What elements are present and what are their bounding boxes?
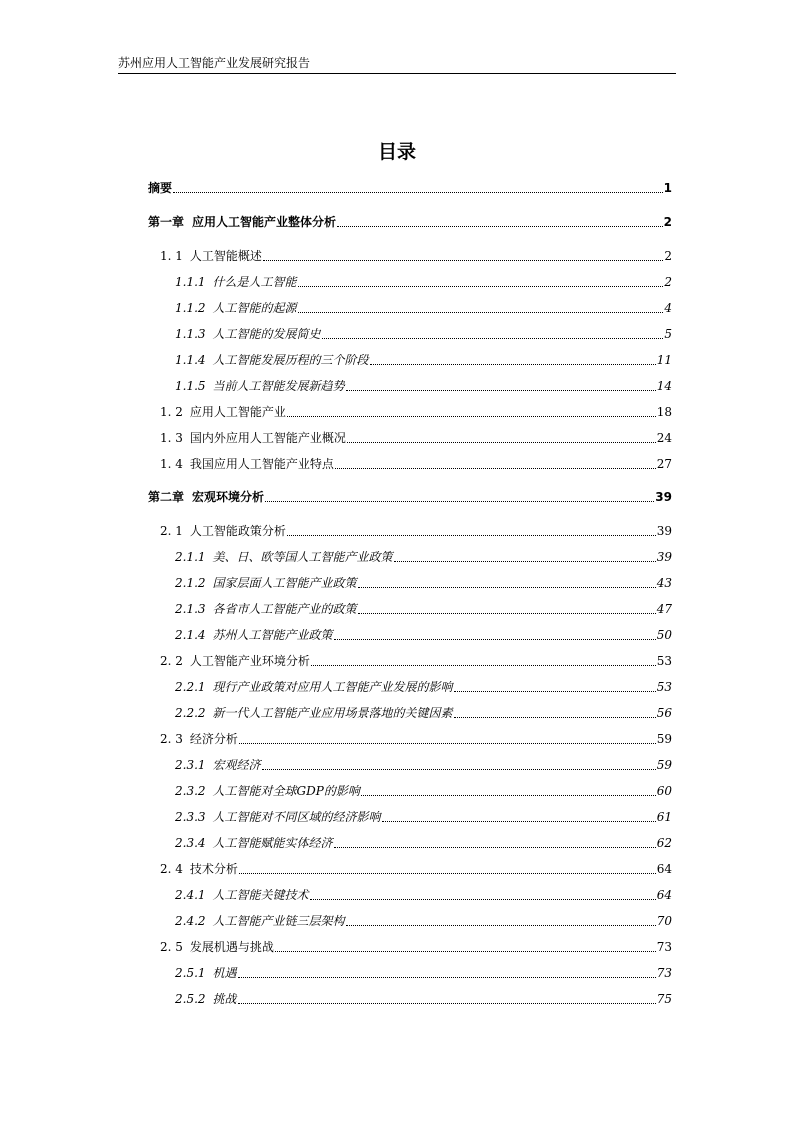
toc-entry-page: 39 [655,490,672,504]
toc-entry[interactable] [160,246,672,264]
toc-entry[interactable] [175,547,672,565]
toc-entry[interactable] [175,599,672,617]
toc-entry[interactable] [175,963,672,981]
toc-entry-title: 发展机遇与挑战 [189,940,274,954]
toc-entry-title: 人工智能产业环境分析 [189,654,310,668]
toc-dot-leader [287,416,656,417]
toc-entry-page: 59 [656,758,672,772]
toc-entry-page: 50 [656,628,672,642]
toc-entry-number: 2.5.2 [175,992,206,1006]
toc-entry[interactable] [175,350,672,368]
toc-entry-number: 2.2.1 [175,680,206,694]
toc-dot-leader [239,873,656,874]
toc-dot-leader [382,821,656,822]
toc-entry-title: 各省市人工智能产业的政策 [212,602,357,616]
toc-dot-leader [238,977,656,978]
toc-dot-leader [322,338,664,339]
toc-dot-leader [238,1003,656,1004]
toc-dot-leader [239,743,656,744]
toc-entry-number: 1.1.3 [175,327,206,341]
toc-entry-number: 1.1.5 [175,379,206,393]
toc-dot-leader [310,899,656,900]
toc-entry[interactable] [175,911,672,929]
toc-entry[interactable] [175,755,672,773]
toc-dot-leader [346,925,656,926]
toc-dot-leader [334,639,656,640]
toc-entry-page: 2 [663,215,672,229]
toc-dot-leader [370,364,656,365]
toc-dot-leader [358,587,656,588]
toc-entry-page: 47 [656,602,672,616]
toc-entry-title: 什么是人工智能 [212,275,297,289]
toc-dot-leader [337,226,663,227]
toc-entry-page: 59 [656,732,672,746]
toc-entry-title: 人工智能赋能实体经济 [212,836,333,850]
toc-entry-page: 2 [664,249,672,263]
toc-entry-number: 2.3.2 [175,784,206,798]
toc-entry-page: 75 [656,992,672,1006]
toc-entry-title: 国内外应用人工智能产业概况 [189,431,346,445]
toc-entry-number: 2. 4 [160,862,183,876]
toc-entry-title: 新一代人工智能产业应用场景落地的关键因素 [212,706,453,720]
toc-entry-number: 1.1.2 [175,301,206,315]
toc-entry-title: 宏观经济 [212,758,261,772]
toc-entry-title: 应用人工智能产业 [189,405,286,419]
toc-entry-number: 2.5.1 [175,966,206,980]
toc-dot-leader [347,442,656,443]
toc-entry[interactable] [160,521,672,539]
toc-entry-page: 53 [656,654,672,668]
toc-dot-leader [263,260,663,261]
toc-entry-title: 人工智能产业链三层架构 [212,914,345,928]
toc-entry-page: 60 [656,784,672,798]
toc-dot-leader [358,613,656,614]
toc-entry[interactable] [160,651,672,669]
toc-entry-page: 14 [656,379,672,393]
toc-entry-page: 18 [656,405,672,419]
toc-entry-number: 2.3.3 [175,810,206,824]
toc-entry[interactable] [175,807,672,825]
toc-entry[interactable] [175,324,672,342]
toc-entry-page: 73 [656,940,672,954]
toc-entry-title: 人工智能的发展简史 [212,327,321,341]
toc-entry[interactable] [160,454,672,472]
toc-entry-number: 2. 1 [160,524,183,538]
toc-entry[interactable] [175,376,672,394]
toc-dot-leader [298,286,664,287]
toc-entry-number: 2.3.1 [175,758,206,772]
toc-entry-title: 人工智能发展历程的三个阶段 [212,353,369,367]
toc-entry-page: 61 [656,810,672,824]
toc-dot-leader [454,717,656,718]
toc-entry[interactable] [175,625,672,643]
toc-entry-page: 53 [656,680,672,694]
toc-entry-page: 11 [656,353,672,367]
toc-entry-title: 人工智能对全球GDP的影响 [212,784,360,798]
toc-entry-number: 1. 4 [160,457,183,471]
toc-dot-leader [265,501,654,502]
toc-entry-title: 挑战 [212,992,237,1006]
toc-entry-number: 1. 2 [160,405,183,419]
toc-entry-number: 2.1.2 [175,576,206,590]
toc-entry-page: 2 [664,275,672,289]
toc-entry-title: 我国应用人工智能产业特点 [189,457,334,471]
toc-entry[interactable] [175,885,672,903]
toc-entry-title: 现行产业政策对应用人工智能产业发展的影响 [212,680,453,694]
toc-entry[interactable] [148,178,672,196]
toc-entry-number: 第二章 [148,490,185,504]
toc-entry[interactable] [175,703,672,721]
toc-dot-leader [275,951,656,952]
toc-entry-number: 1. 1 [160,249,183,263]
toc-entry[interactable] [160,402,672,420]
toc-entry-page: 56 [656,706,672,720]
toc-entry-number: 2.3.4 [175,836,206,850]
toc-dot-leader [394,561,656,562]
toc-entry[interactable] [175,781,672,799]
toc-entry-page: 1 [663,181,672,195]
toc-entry-number: 2.4.2 [175,914,206,928]
toc-entry-page: 24 [656,431,672,445]
toc-title: 目录 [377,141,416,163]
toc-entry[interactable] [175,833,672,851]
toc-entry-number: 2.4.1 [175,888,206,902]
toc-entry-number: 1.1.4 [175,353,206,367]
toc-entry-title: 机遇 [212,966,237,980]
toc-dot-leader [454,691,656,692]
toc-entry-title: 宏观环境分析 [192,490,265,504]
toc-entry[interactable] [160,729,672,747]
toc-dot-leader [298,312,664,313]
toc-entry-number: 2. 5 [160,940,183,954]
toc-entry-page: 64 [656,888,672,902]
toc-entry-page: 39 [656,550,672,564]
toc-entry[interactable] [175,989,672,1007]
toc-entry-page: 43 [656,576,672,590]
toc-entry-number: 2. 3 [160,732,183,746]
toc-entry[interactable] [175,677,672,695]
toc-entry-title: 人工智能关键技术 [212,888,309,902]
toc-dot-leader [361,795,656,796]
toc-entry[interactable] [160,937,672,955]
toc-entry[interactable] [148,487,672,505]
toc-entry-page: 73 [656,966,672,980]
toc-dot-leader [287,535,656,536]
toc-entry-number: 1. 3 [160,431,183,445]
toc-entry-title: 摘要 [148,181,173,195]
toc-entry-title: 当前人工智能发展新趋势 [212,379,345,393]
toc-entry-number: 1.1.1 [175,275,206,289]
toc-entry-number: 2.1.4 [175,628,206,642]
toc-entry-title: 经济分析 [189,732,238,746]
toc-entry[interactable] [175,573,672,591]
toc-entry-title: 技术分析 [189,862,238,876]
toc-entry[interactable] [160,859,672,877]
toc-entry[interactable] [160,428,672,446]
toc-entry-page: 39 [656,524,672,538]
toc-entry-page: 4 [664,301,672,315]
toc-entry-page: 5 [664,327,672,341]
toc-entry[interactable] [175,298,672,316]
toc-entry-title: 人工智能的起源 [212,301,297,315]
toc-entry-number: 第一章 [148,215,185,229]
toc-entry-title: 国家层面人工智能产业政策 [212,576,357,590]
toc-entry-page: 64 [656,862,672,876]
toc-entry-title: 美、日、欧等国人工智能产业政策 [212,550,393,564]
toc-entry-number: 2.2.2 [175,706,206,720]
toc-entry[interactable] [148,212,672,230]
toc-entry-title: 应用人工智能产业整体分析 [192,215,337,229]
toc-entry-title: 人工智能对不同区域的经济影响 [212,810,381,824]
toc-entry-page: 27 [656,457,672,471]
toc-dot-leader [346,390,656,391]
toc-dot-leader [335,468,656,469]
toc-dot-leader [311,665,656,666]
page-header: 苏州应用人工智能产业发展研究报告 [118,55,676,74]
toc-entry[interactable] [175,272,672,290]
toc-entry-number: 2.1.1 [175,550,206,564]
toc-entry-title: 人工智能概述 [189,249,262,263]
toc-dot-leader [262,769,656,770]
toc-entry-page: 62 [656,836,672,850]
toc-entry-title: 苏州人工智能产业政策 [212,628,333,642]
toc-dot-leader [173,192,663,193]
toc-entry-title: 人工智能政策分析 [189,524,286,538]
toc-entry-number: 2.1.3 [175,602,206,616]
toc-dot-leader [334,847,656,848]
toc-entry-number: 2. 2 [160,654,183,668]
toc-entry-page: 70 [656,914,672,928]
